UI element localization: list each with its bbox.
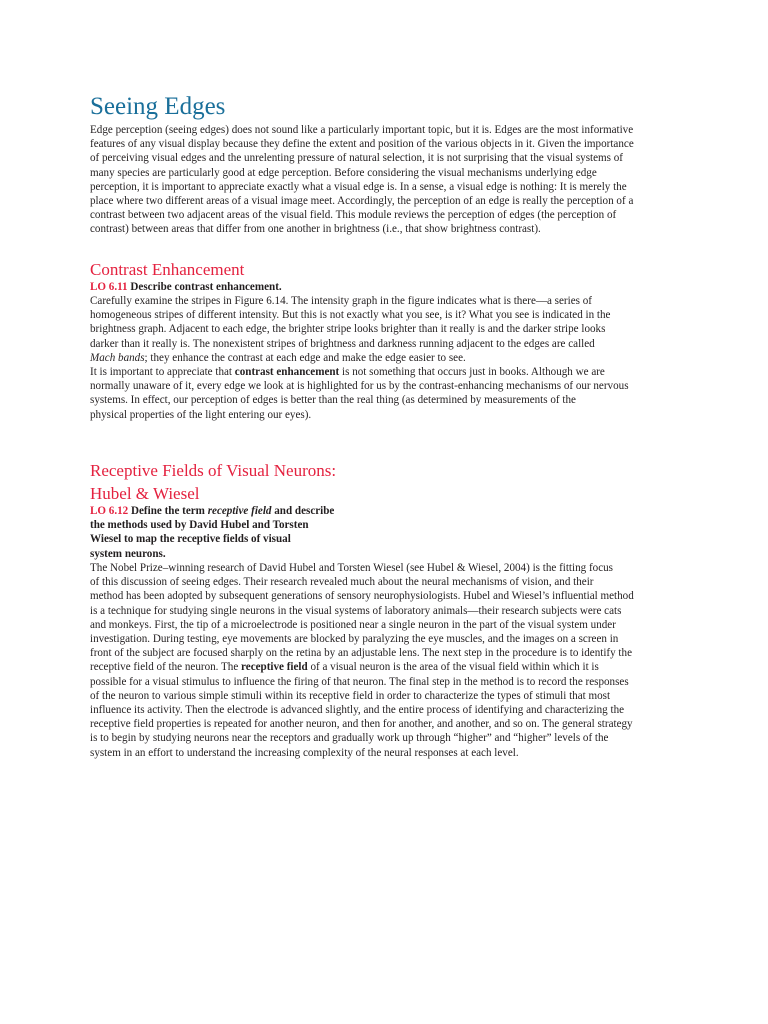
text-line: of this discussion of seeing edges. Their research revealed much about the neural mechanisms of vision, and their <box>90 576 594 589</box>
text-line: method has been adopted by subsequent generations of sensory neurophysiologists. Hubel and Wiesel’s influential method <box>90 590 634 603</box>
lo-line: Wiesel to map the receptive fields of visual <box>90 533 291 546</box>
text-line: brightness graph. Adjacent to each edge, the brighter stripe looks brighter than it really is and the darker stripe looks <box>90 323 606 336</box>
lo-term: receptive field <box>207 505 272 517</box>
lo-line: the methods used by David Hubel and Torsten <box>90 519 309 532</box>
text-line: darker than it really is. The nonexistent stripes of brightness and darkness running adjacent to the edges are called <box>90 337 595 350</box>
lo-text: Describe contrast enhancement. <box>130 281 282 293</box>
hubel-wiesel-heading: Hubel & Wiesel <box>90 484 200 503</box>
text-line: of perceiving visual edges and the unrelenting pressure of natural selection, it is not surprising that the visual systems of <box>90 152 623 165</box>
text-line: many species are particularly good at edge perception. Before considering the visual mechanisms underlying edge <box>90 166 597 179</box>
text-line: systems. In effect, our perception of edges is better than the real thing (as determined by measurements of the <box>90 394 576 407</box>
learning-objective-6-12: LO 6.12 Define the term receptive field and describe the methods used by David Hubel and Torsten Wiesel to map the receptive fields of visual system neurons. <box>90 505 335 560</box>
text-line: and monkeys. First, the tip of a microelectrode is positioned near a single neuron in the part of the visual system under <box>90 618 616 631</box>
text-line: perception, it is important to appreciate exactly what a visual edge is. In a sense, a visual edge is nothing: It is merely the <box>90 180 627 193</box>
text-line: The Nobel Prize–winning research of David Hubel and Torsten Wiesel (see Hubel & Wiesel, 2004) is the fitting focus <box>90 562 613 574</box>
text-line: receptive field properties is repeated for another neuron, and then for another, and another, and so on. The general strategy <box>90 718 633 731</box>
text-line: contrast between two adjacent areas of the visual field. This module reviews the perception of edges (the perception of <box>90 209 617 222</box>
text-line: It is important to appreciate that contrast enhancement is not something that occurs just in books. Although we are <box>90 366 605 379</box>
text-line: is a technique for studying single neurons in the visual systems of laboratory animals—their research subjects were cats <box>90 604 622 617</box>
text-line: Carefully examine the stripes in Figure 6.14. The intensity graph in the figure indicates what is there—a series of <box>90 295 592 307</box>
text-line: Edge perception (seeing edges) does not sound like a particularly important topic, but it is. Edges are the most informative <box>90 124 634 136</box>
text-line: receptive field of the neuron. The receptive field of a visual neuron is the area of the visual field within which it is <box>90 661 599 674</box>
text-line: investigation. During testing, eye movements are blocked by paralyzing the eye muscles, and the images on a screen in <box>90 633 619 646</box>
learning-objective-6-11 <box>90 280 282 294</box>
mach-bands-term: Mach bands <box>90 351 145 364</box>
text-line: normally unaware of it, every edge we look at is highlighted for us by the contrast-enhancing mechanisms of our nervous <box>90 380 629 393</box>
text-line: possible for a visual stimulus to influence the firing of that neuron. The final step in the method is to record the responses <box>90 675 629 688</box>
text-line: contrast) between areas that differ from one another in brightness (i.e., that show brightness contrast). <box>90 223 541 236</box>
contrast-paragraph <box>90 294 629 422</box>
text-line: influence its activity. Then the electrode is advanced slightly, and the entire process of identifying and characterizing the <box>90 704 625 717</box>
text-line: is to begin by studying neurons near the receptors and gradually work up through “higher” and “higher” levels of the <box>90 732 609 745</box>
receptive-fields-heading: Receptive Fields of Visual Neurons: <box>90 461 337 480</box>
intro-paragraph <box>90 123 634 237</box>
text-line: Mach bands; they enhance the contrast at each edge and make the edge easier to see. <box>90 351 466 364</box>
section-title: Seeing Edges <box>90 93 226 120</box>
text-line: system in an effort to understand the increasing complexity of the neural responses at each level. <box>90 746 519 759</box>
text-line: homogeneous stripes of different intensity. But this is not exactly what you see, is it? What you see is indicated in the <box>90 309 611 322</box>
text-line: place where two different areas of a visual image meet. Accordingly, the perception of an edge is really the perception of a <box>90 195 634 208</box>
receptive-field-term: receptive field <box>241 661 308 674</box>
contrast-heading: Contrast Enhancement <box>90 260 245 279</box>
hubel-wiesel-paragraph <box>90 561 634 760</box>
text-line: front of the subject are focused sharply on the retina by an adjustable lens. The next step in the procedure is to identify the <box>90 647 632 660</box>
lo-code: LO 6.11 <box>90 281 128 293</box>
text-line: physical properties of the light entering our eyes). <box>90 408 312 421</box>
text-line: features of any visual display because they define the extent and position of the various objects in it. Given the importance <box>90 138 634 151</box>
contrast-enhancement-term: contrast enhancement <box>234 366 340 379</box>
lo-line: system neurons. <box>90 547 166 560</box>
lo-code: LO 6.12 <box>90 505 129 517</box>
text-line: of the neuron to various simple stimuli within its receptive field in order to characterize the types of stimuli that most <box>90 689 611 702</box>
